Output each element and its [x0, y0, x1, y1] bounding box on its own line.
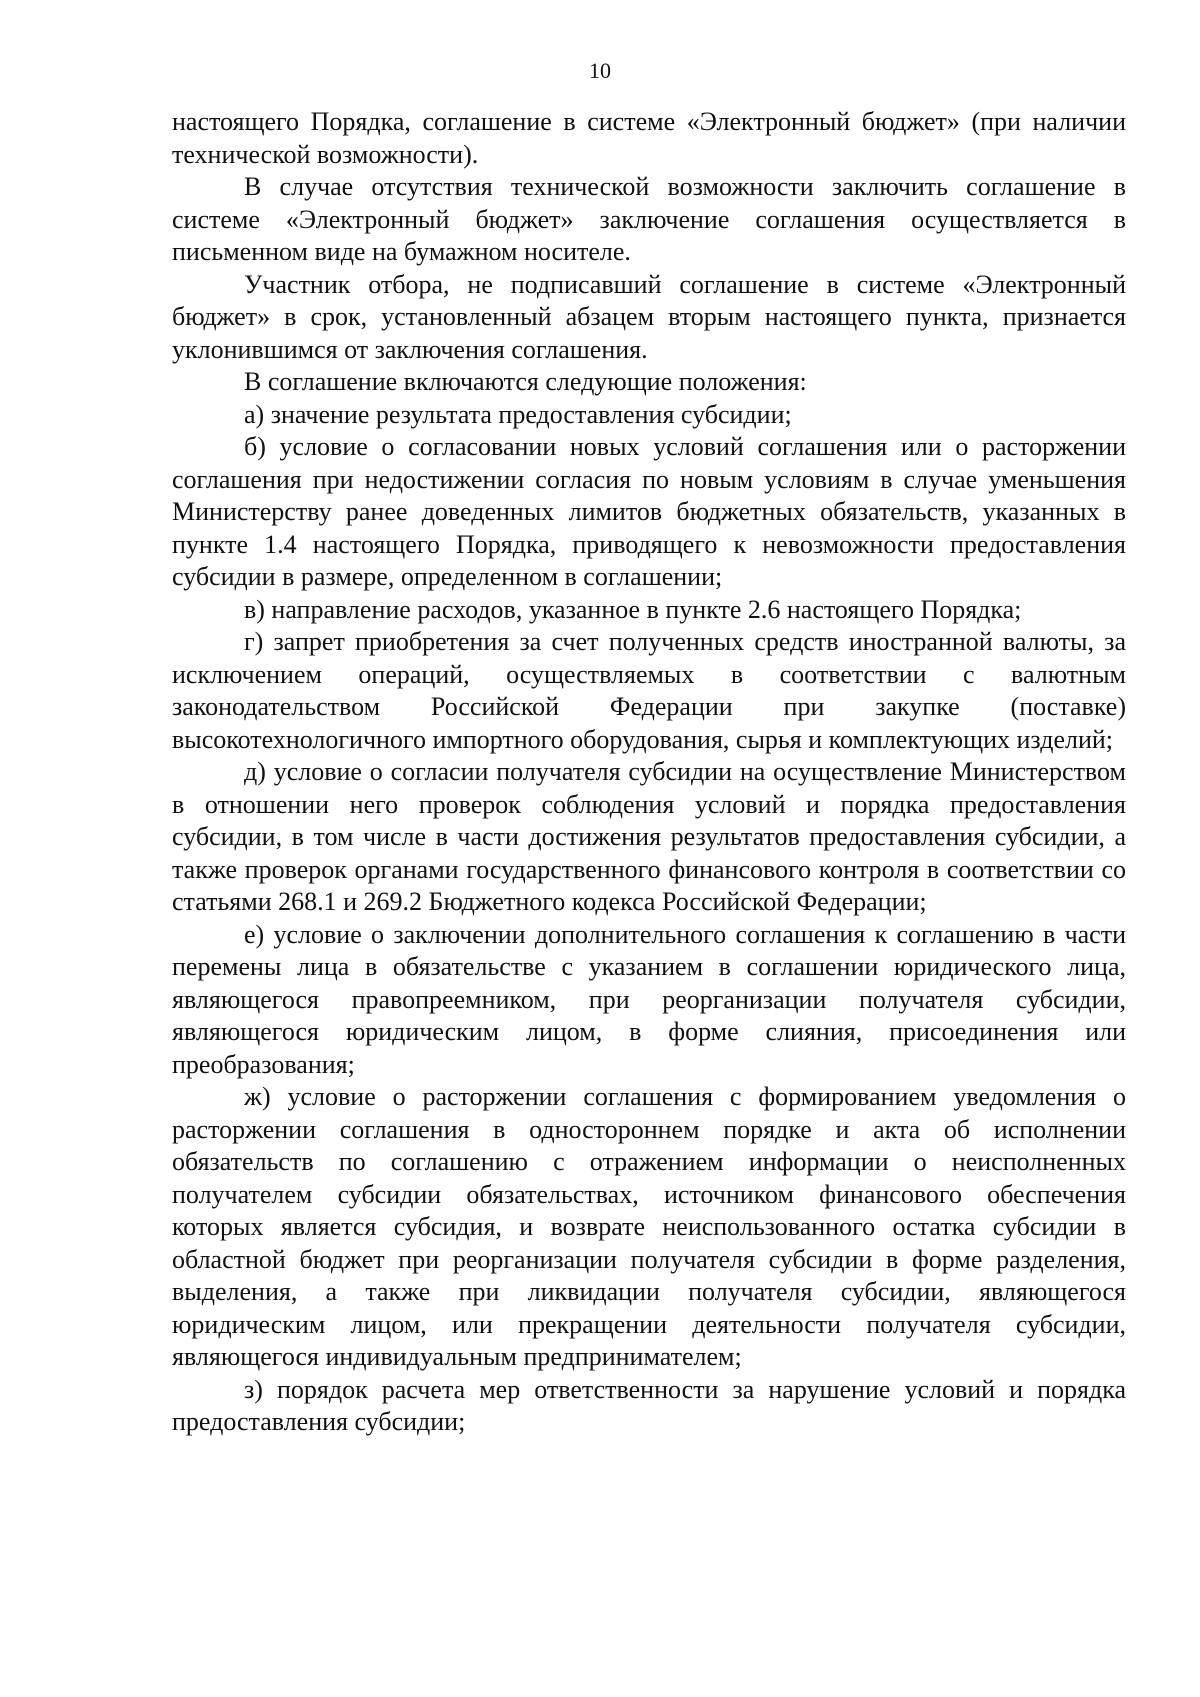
paragraph-continuation: настоящего Порядка, соглашение в системе «Электронный бюджет» (при наличии технической возможности).	[172, 107, 1126, 169]
list-item-d: д) условие о согласии получателя субсидии на осуществление Министерством в отношении него проверок соблюдения условий и порядка предоставления субсидии, в том числе в части достижения результатов предоставления субсидии, а также проверок органами государственного финансового контроля в соответствии со статьями 268.1 и 269.2 Бюджетного кодекса Российской Федерации;	[172, 757, 1126, 916]
list-item-g: г) запрет приобретения за счет полученных средств иностранной валюты, за исключением операций, осуществляемых в соответствии с валютным законодательством Российской Федерации при закупке (поставке) высокотехнологичного импортного оборудования, сырья и комплектующих изделий;	[172, 627, 1126, 754]
paragraph-no-technical-possibility: В случае отсутствия технической возможности заключить соглашение в системе «Электронный бюджет» заключение соглашения осуществляется в письменном виде на бумажном носителе.	[172, 172, 1126, 266]
list-item-b: б) условие о согласовании новых условий соглашения или о расторжении соглашения при недостижении согласия по новым условиям в случае уменьшения Министерству ранее доведенных лимитов бюджетных обязательств, указанных в пункте 1.4 настоящего Порядка, приводящего к невозможности предоставления субсидии в размере, определенном в соглашении;	[172, 432, 1126, 591]
list-item-zh: ж) условие о расторжении соглашения с формированием уведомления о расторжении соглашения в одностороннем порядке и акта об исполнении обязательств по соглашению с отражением информации о неисполненных получателем субсидии обязательствах, источником финансового обеспечения которых является субсидия, и возврате неиспользованного остатка субсидии в областной бюджет при реорганизации получателя субсидии в форме разделения, выделения, а также при ликвидации получателя субсидии, являющегося юридическим лицом, или прекращении деятельности получателя субсидии, являющегося индивидуальным предпринимателем;	[172, 1082, 1126, 1371]
document-body	[172, 106, 1126, 1439]
page-number: 10	[589, 58, 611, 83]
paragraph-agreement-provisions-intro: В соглашение включаются следующие положения:	[244, 367, 807, 396]
list-item-a: а) значение результата предоставления субсидии;	[244, 399, 792, 429]
list-item-z: з) порядок расчета мер ответственности за нарушение условий и порядка предоставления субсидии;	[172, 1374, 1126, 1436]
paragraph-evading-participant: Участник отбора, не подписавший соглашение в системе «Электронный бюджет» в срок, установленный абзацем вторым настоящего пункта, признается уклонившимся от заключения соглашения.	[172, 269, 1126, 364]
list-item-v: в) направление расходов, указанное в пункте 2.6 настоящего Порядка;	[244, 594, 1022, 624]
list-item-e: е) условие о заключении дополнительного соглашения к соглашению в части перемены лица в обязательстве с указанием в соглашении юридического лица, являющегося правопреемником, при реорганизации получателя субсидии, являющегося юридическим лицом, в форме слияния, присоединения или преобразования;	[172, 919, 1126, 1079]
